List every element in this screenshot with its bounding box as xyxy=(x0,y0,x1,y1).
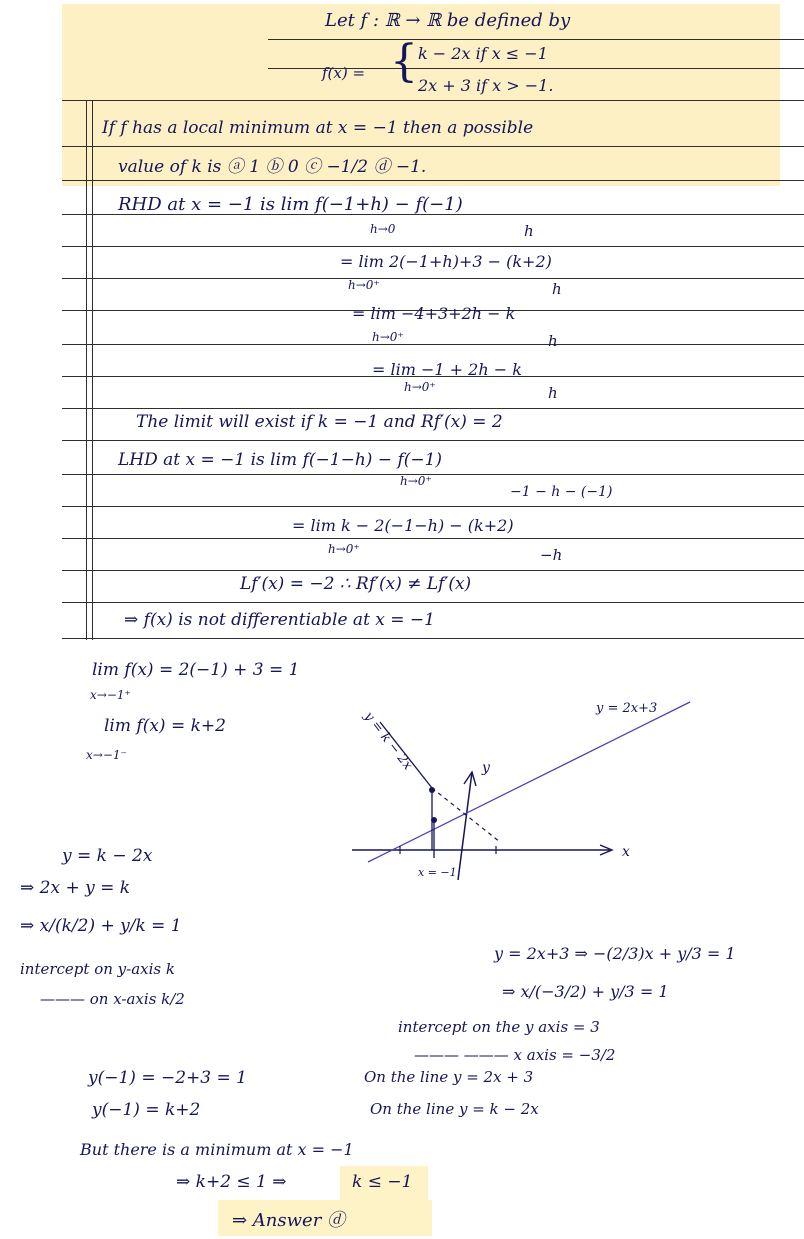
value-left-note: On the line y = k − 2x xyxy=(370,1100,539,1118)
ruled-line xyxy=(62,602,804,603)
limit-left-sub: x→−1⁻ xyxy=(86,748,127,762)
rhd-line2-den: h xyxy=(552,280,562,298)
y-axis-label: y xyxy=(482,760,490,776)
ruled-line xyxy=(268,39,804,40)
ruled-line xyxy=(62,180,804,181)
ruled-line xyxy=(62,440,804,441)
ruled-line xyxy=(62,570,804,571)
right-line-eq1: y = 2x+3 ⇒ −(2/3)x + y/3 = 1 xyxy=(494,944,736,963)
right-line-intercept-x: ——— ——— x axis = −3/2 xyxy=(414,1046,616,1064)
lhd-line1-sub: h→0⁺ xyxy=(400,474,432,488)
left-line-eq2: ⇒ 2x + y = k xyxy=(20,878,131,898)
margin-line xyxy=(86,100,87,640)
left-line-eq1: y = k − 2x xyxy=(62,846,153,866)
conclusion-line2: ⇒ k+2 ≤ 1 ⇒ xyxy=(176,1172,287,1192)
limit-left: lim f(x) = k+2 xyxy=(104,716,226,736)
left-line-eq3: ⇒ x/(k/2) + y/k = 1 xyxy=(20,916,182,936)
question-line2: value of k is ⓐ 1 ⓑ 0 ⓒ −1/2 ⓓ −1. xyxy=(118,157,427,177)
rhd-line4: = lim −1 + 2h − k xyxy=(372,360,522,379)
rhd-line4-den: h xyxy=(548,384,558,402)
question-line1: If f has a local minimum at x = −1 then a possible xyxy=(102,118,534,138)
label-left-line: y = k − 2x xyxy=(360,709,416,773)
rhd-line1-den: h xyxy=(524,222,534,240)
x-axis-label: x xyxy=(622,844,630,860)
value-right-note: On the line y = 2x + 3 xyxy=(364,1068,534,1086)
limit-right: lim f(x) = 2(−1) + 3 = 1 xyxy=(92,660,300,680)
lhd-line4: ⇒ f(x) is not differentiable at x = −1 xyxy=(124,610,435,630)
left-line-intercept-y: intercept on y-axis k xyxy=(20,960,175,978)
ruled-line xyxy=(62,408,804,409)
rhd-line1: RHD at x = −1 is lim f(−1+h) − f(−1) xyxy=(118,194,463,215)
conclusion-result: k ≤ −1 xyxy=(352,1172,413,1192)
ruled-line xyxy=(62,506,804,507)
rhd-line3-sub: h→0⁺ xyxy=(372,330,404,344)
answer: ⇒ Answer ⓓ xyxy=(232,1210,346,1231)
line-2x-plus-3 xyxy=(368,702,690,862)
header-line1: Let f : ℝ → ℝ be defined by xyxy=(325,10,571,31)
ruled-line xyxy=(62,538,804,539)
ruled-line xyxy=(62,344,804,345)
brace: { xyxy=(390,36,418,87)
rhd-line2-sub: h→0⁺ xyxy=(348,278,380,292)
lhd-line1: LHD at x = −1 is lim f(−1−h) − f(−1) xyxy=(118,450,443,470)
fx-label: f(x) = xyxy=(322,64,366,82)
rhd-line3: = lim −4+3+2h − k xyxy=(352,304,516,323)
value-left: y(−1) = k+2 xyxy=(92,1100,201,1120)
left-line-intercept-x: ——— on x-axis k/2 xyxy=(40,990,185,1008)
ruled-line xyxy=(62,278,804,279)
rhd-line4-sub: h→0⁺ xyxy=(404,380,436,394)
rhd-line1-sub: h→0 xyxy=(370,222,396,236)
conclusion-line1: But there is a minimum at x = −1 xyxy=(80,1140,354,1159)
ruled-line xyxy=(62,638,804,639)
line-k-minus-2x-extension xyxy=(432,788,500,842)
y-axis xyxy=(458,772,472,880)
lhd-line1-den: −1 − h − (−1) xyxy=(510,484,613,500)
point-upper xyxy=(429,787,435,793)
label-right-line: y = 2x+3 xyxy=(596,701,658,716)
x-mark-label: x = −1 xyxy=(418,866,457,879)
case-1: k − 2x if x ≤ −1 xyxy=(418,44,548,63)
value-right: y(−1) = −2+3 = 1 xyxy=(88,1068,247,1088)
lhd-line2-den: −h xyxy=(540,546,563,564)
lhd-line2-sub: h→0⁺ xyxy=(328,542,360,556)
ruled-line xyxy=(62,474,804,475)
ruled-line xyxy=(62,146,804,147)
rhd-exist-note: The limit will exist if k = −1 and Rf′(x) = 2 xyxy=(136,412,503,432)
ruled-line xyxy=(62,246,804,247)
lhd-line2: = lim k − 2(−1−h) − (k+2) xyxy=(292,516,514,535)
point-lower xyxy=(431,817,437,823)
lhd-line3: Lf′(x) = −2 ∴ Rf′(x) ≠ Lf′(x) xyxy=(240,574,472,594)
case-2: 2x + 3 if x > −1. xyxy=(418,76,554,95)
right-line-eq2: ⇒ x/(−3/2) + y/3 = 1 xyxy=(502,982,669,1001)
line-sketch xyxy=(340,680,800,890)
ruled-line xyxy=(62,100,804,101)
rhd-line2: = lim 2(−1+h)+3 − (k+2) xyxy=(340,252,552,271)
limit-right-sub: x→−1⁺ xyxy=(90,688,131,702)
margin-line xyxy=(92,100,93,640)
rhd-line3-den: h xyxy=(548,332,558,350)
right-line-intercept-y: intercept on the y axis = 3 xyxy=(398,1018,600,1036)
